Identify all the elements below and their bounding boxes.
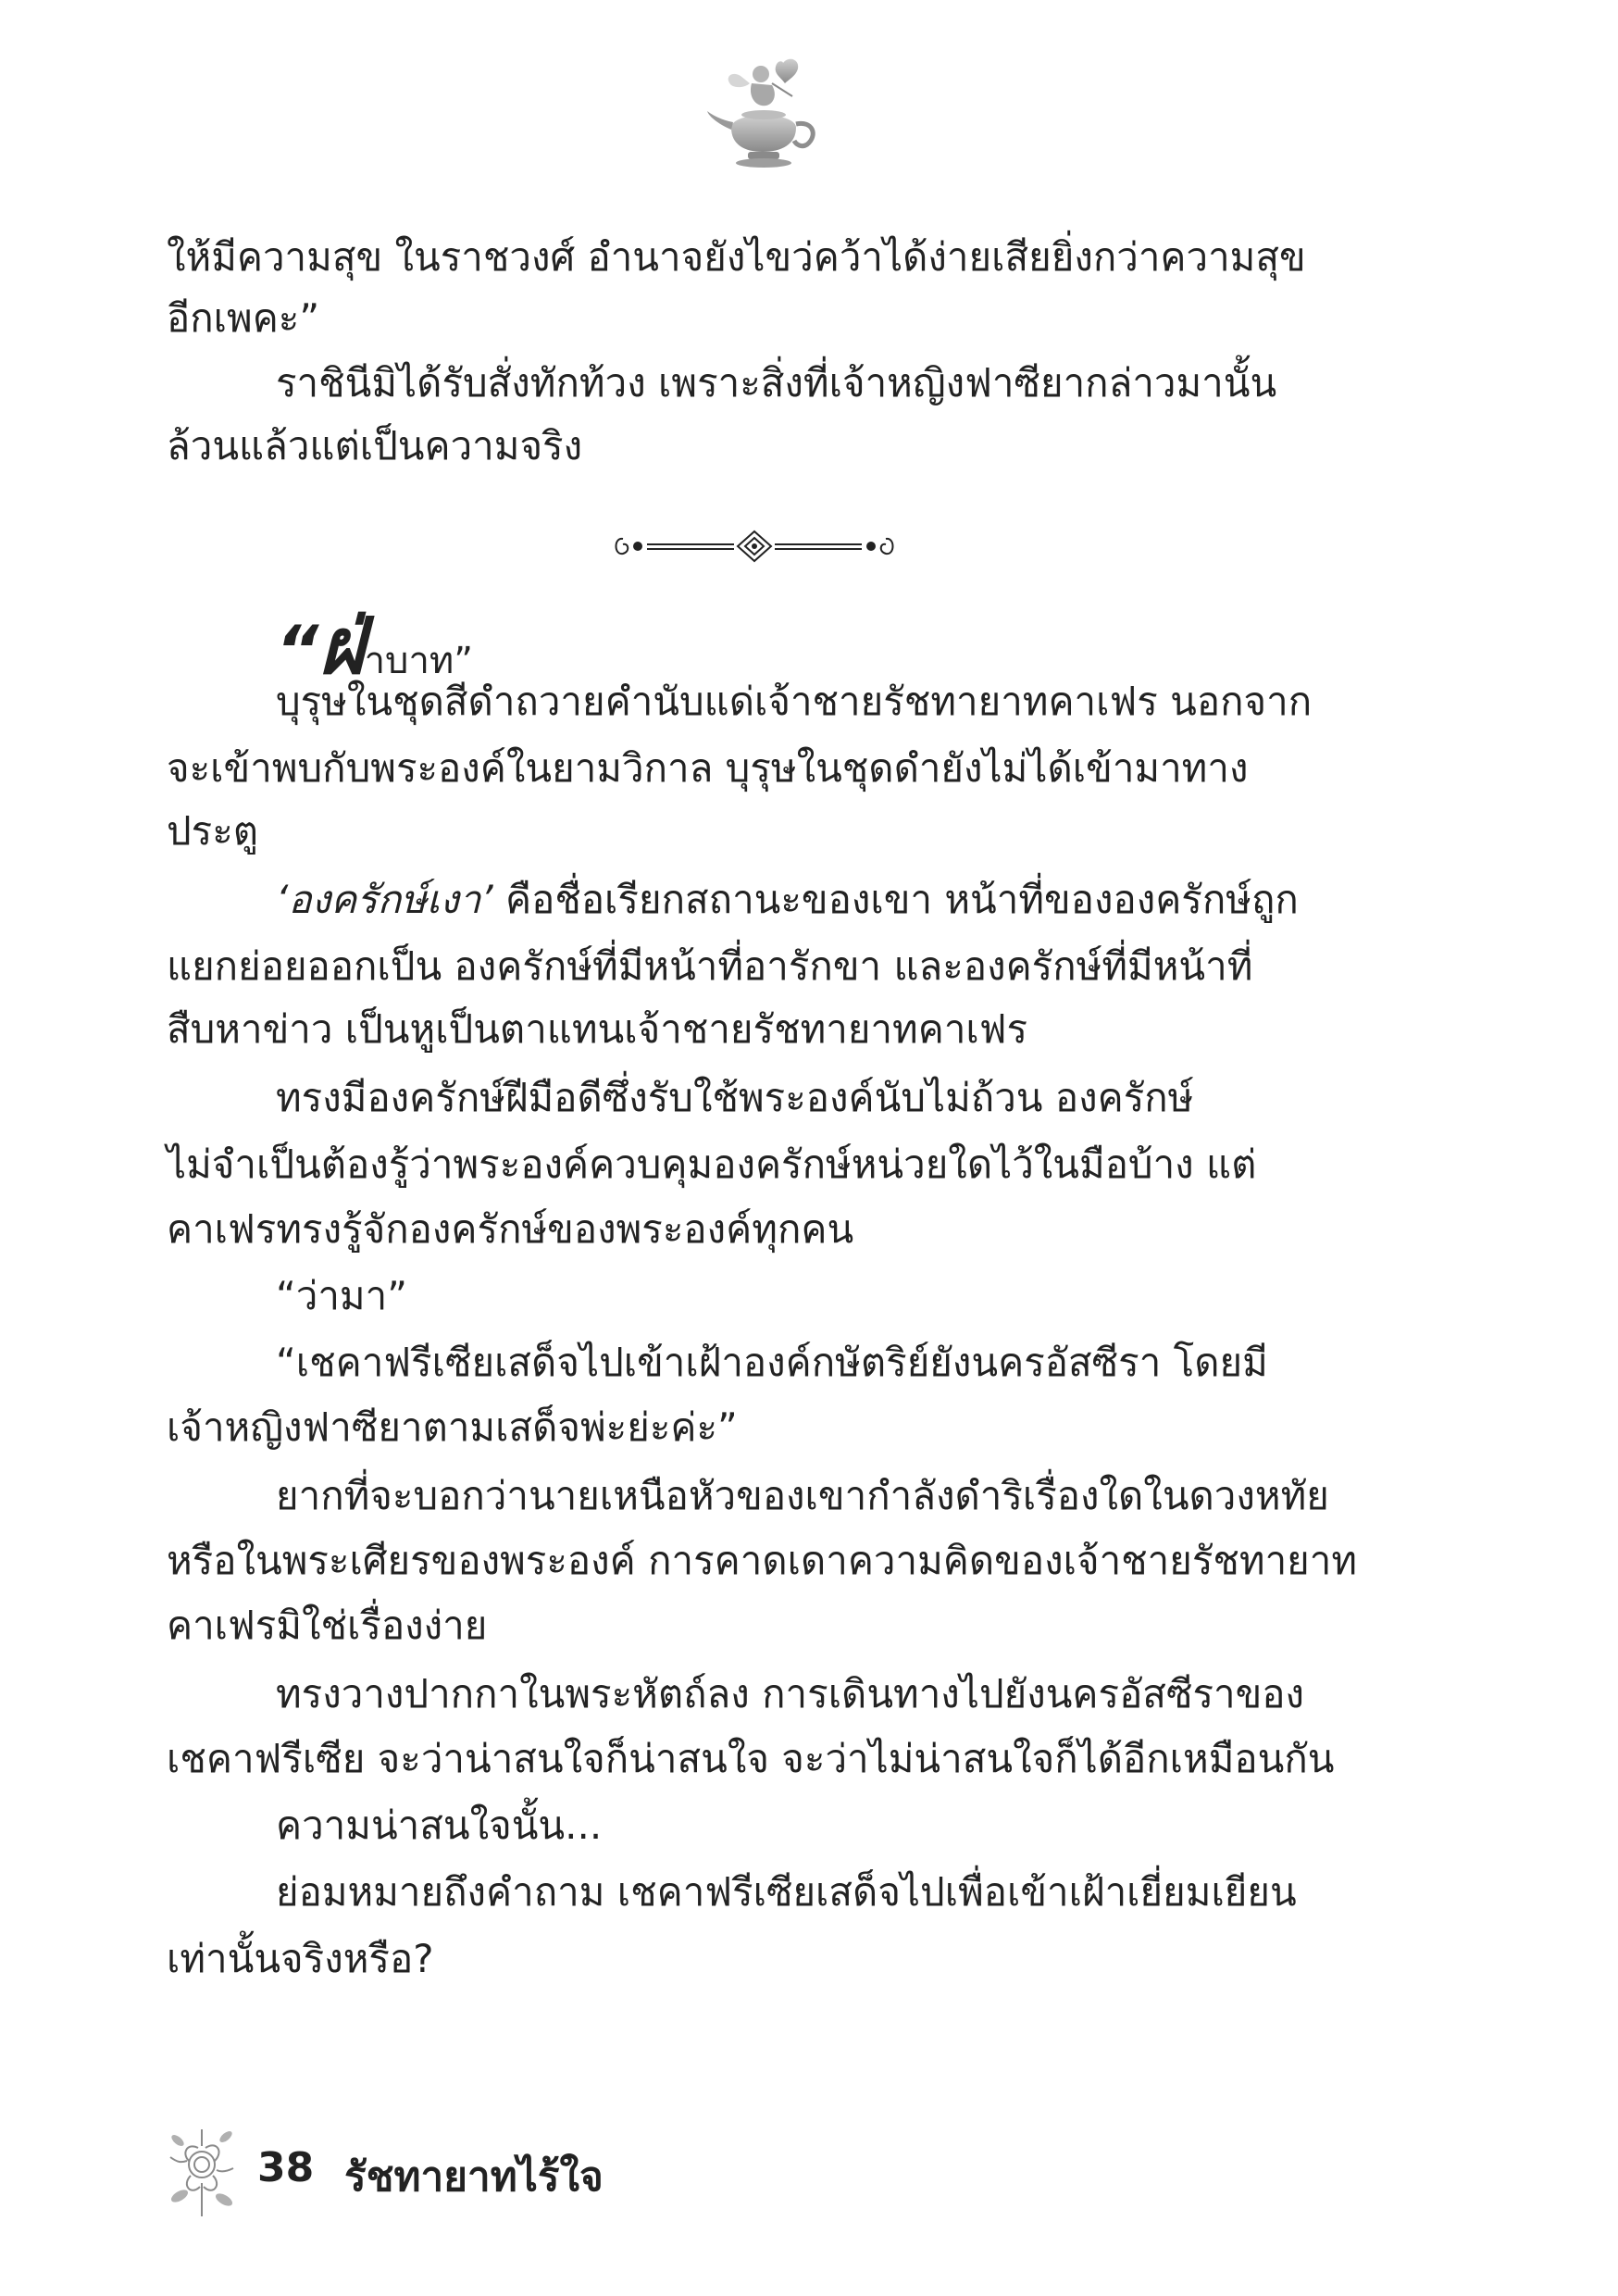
paragraph-line: จะเข้าพบกับพระองค์ในยามวิกาล บุรุษในชุดดำยังไม่ได้เข้ามาทาง [167,745,1249,791]
cupid-teapot-ornament-icon [703,56,824,171]
italic-term: ‘องครักษ์เงา’ [276,877,493,922]
paragraph-line: ความน่าสนใจนั้น... [276,1803,603,1848]
dropcap-letter: ฝ่ [318,601,365,692]
page-number: 38 [257,2144,315,2191]
paragraph-line: ทรงวางปากกาในพระหัตถ์ลง การเดินทางไปยังนครอัสซีราของ [276,1671,1305,1716]
dropcap-rest: าบาท” [364,640,473,682]
dropcap-quote: “ [276,611,319,689]
paragraph-line: เชคาฟรีเซีย จะว่าน่าสนใจก็น่าสนใจ จะว่าไม่น่าสนใจก็ได้อีกเหมือนกัน [167,1736,1335,1781]
paragraph-line: “ว่ามา” [276,1273,407,1318]
paragraph-line [276,872,1299,928]
paragraph-line: คาเฟรมิใช่เรื่องง่าย [167,1603,488,1648]
paragraph-line: อีกเพคะ” [167,295,320,341]
paragraph-line: แยกย่อยออกเป็น องครักษ์ที่มีหน้าที่อารักขา และองครักษ์ที่มีหน้าที่ [167,943,1253,989]
paragraph-line: บุรุษในชุดสีดำถวายคำนับแด่เจ้าชายรัชทายาทคาเฟร นอกจาก [276,679,1313,724]
paragraph-line: หรือในพระเศียรของพระองค์ การคาดเดาความคิดของเจ้าชายรัชทายาท [167,1538,1358,1583]
paragraph-line: ล้วนแล้วแต่เป็นความจริง [167,423,583,468]
paragraph-line: เจ้าหญิงฟาซียาตามเสด็จพ่ะย่ะค่ะ” [167,1404,738,1450]
paragraph-line: “เชคาฟรีเซียเสด็จไปเข้าเฝ้าองค์กษัตริย์ยังนครอัสซีรา โดยมี [276,1340,1268,1385]
paragraph-line: ราชินีมิได้รับสั่งทักท้วง เพราะสิ่งที่เจ้าหญิงฟาซียากล่าวมานั้น [276,360,1277,406]
paragraph-line: เท่านั้นจริงหรือ? [167,1936,434,1981]
paragraph-line: สืบหาข่าว เป็นหูเป็นตาแทนเจ้าชายรัชทายาทคาเฟร [167,1006,1028,1052]
paragraph-text: คือชื่อเรียกสถานะของเขา หน้าที่ขององครักษ์ถูก [492,877,1299,922]
paragraph-line: ย่อมหมายถึงคำถาม เชคาฟรีเซียเสด็จไปเพื่อเข้าเฝ้าเยี่ยมเยียน [276,1869,1297,1915]
paragraph-line: คาเฟรทรงรู้จักองครักษ์ของพระองค์ทุกคน [167,1206,854,1252]
paragraph-line: ประตู [167,808,259,854]
rose-ornament-icon [159,2120,243,2222]
paragraph-line: ยากที่จะบอกว่านายเหนือหัวของเขากำลังดำริเรื่องใดในดวงหทัย [276,1473,1329,1518]
paragraph-line: ทรงมีองครักษ์ฝีมือดีซึ่งรับใช้พระองค์นับไม่ถ้วน องครักษ์ [276,1075,1194,1120]
book-title: รัชทายาทไร้ใจ [344,2153,604,2201]
scroll-divider-icon [606,526,902,567]
paragraph-line: ไม่จำเป็นต้องรู้ว่าพระองค์ควบคุมองครักษ์หน่วยใดไว้ในมือบ้าง แต่ [167,1142,1257,1187]
paragraph-line: ให้มีความสุข ในราชวงศ์ อำนาจยังไขว่คว้าได้ง่ายเสียยิ่งกว่าความสุข [167,234,1306,280]
